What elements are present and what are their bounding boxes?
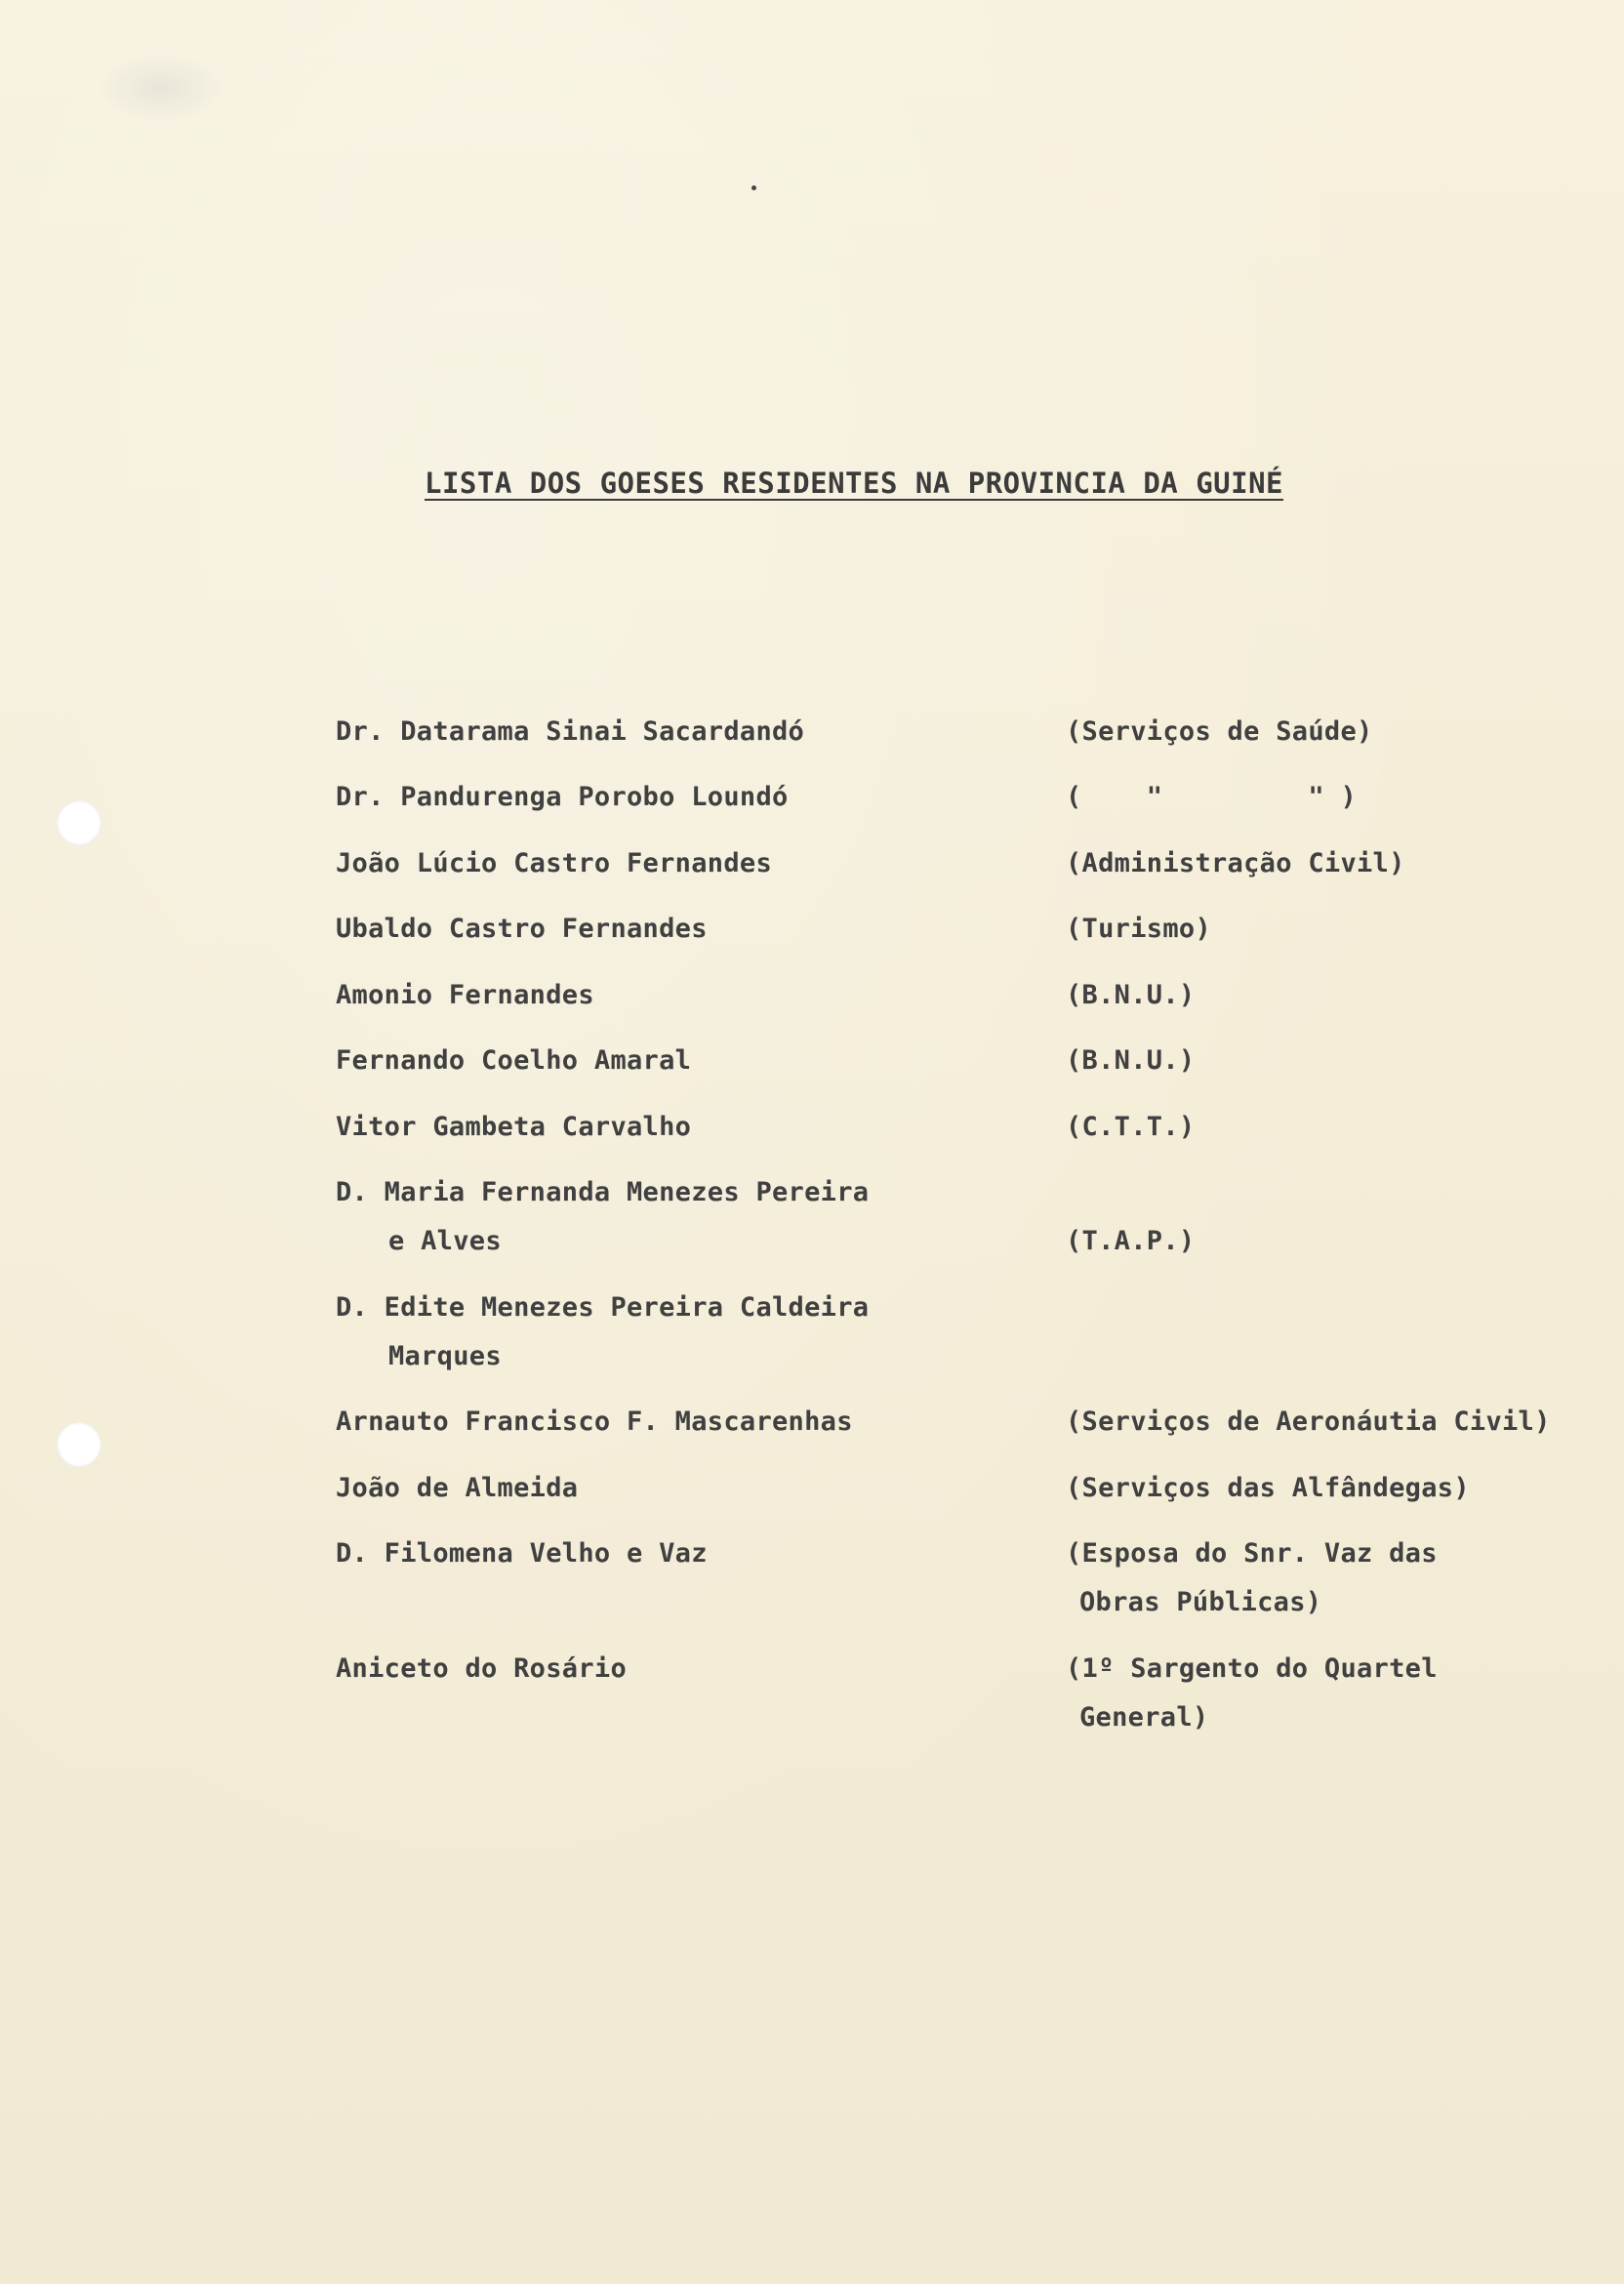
entry-name: João de Almeida (336, 1473, 579, 1503)
entry-role: ( " " ) (1066, 782, 1357, 812)
punch-hole-top (57, 800, 102, 845)
entry-name-continuation: e Alves (388, 1226, 502, 1256)
paper-stain (98, 54, 224, 122)
entry-name: D. Maria Fernanda Menezes Pereira (336, 1177, 870, 1207)
entry-name: D. Filomena Velho e Vaz (336, 1538, 708, 1569)
entry-name: Dr. Datarama Sinai Sacardandó (336, 716, 805, 747)
entry-role: (Serviços de Saúde) (1066, 716, 1373, 747)
entry-name: Amonio Fernandes (336, 980, 594, 1010)
entry-name: Ubaldo Castro Fernandes (336, 914, 708, 944)
entry-name-continuation: Marques (388, 1341, 502, 1371)
entry-role: (Serviços de Aeronáutia Civil) (1066, 1407, 1551, 1437)
entry-name: Arnauto Francisco F. Mascarenhas (336, 1407, 853, 1437)
punch-hole-bottom (57, 1422, 102, 1467)
entry-name: D. Edite Menezes Pereira Caldeira (336, 1292, 870, 1323)
entry-role: (T.A.P.) (1066, 1226, 1196, 1256)
entry-role: (Administração Civil) (1066, 848, 1405, 878)
entry-role: (Serviços das Alfândegas) (1066, 1473, 1470, 1503)
entry-name: Dr. Pandurenga Porobo Loundó (336, 782, 789, 812)
entry-name: Aniceto do Rosário (336, 1653, 627, 1684)
entry-role: (B.N.U.) (1066, 1045, 1196, 1076)
entry-name: Fernando Coelho Amaral (336, 1045, 692, 1076)
ink-dot (751, 185, 756, 190)
entry-role: (C.T.T.) (1066, 1112, 1196, 1142)
entry-role: (B.N.U.) (1066, 980, 1196, 1010)
entry-role: (Turismo) (1066, 914, 1211, 944)
entry-role-continuation: Obras Públicas) (1079, 1587, 1322, 1617)
entry-role: (1º Sargento do Quartel (1066, 1653, 1438, 1684)
entry-name: João Lúcio Castro Fernandes (336, 848, 772, 878)
entry-name: Vitor Gambeta Carvalho (336, 1112, 692, 1142)
document-title: LISTA DOS GOESES RESIDENTES NA PROVINCIA DA GUINÉ (425, 467, 1284, 500)
entry-role-continuation: General) (1079, 1702, 1209, 1733)
entry-role: (Esposa do Snr. Vaz das (1066, 1538, 1438, 1569)
